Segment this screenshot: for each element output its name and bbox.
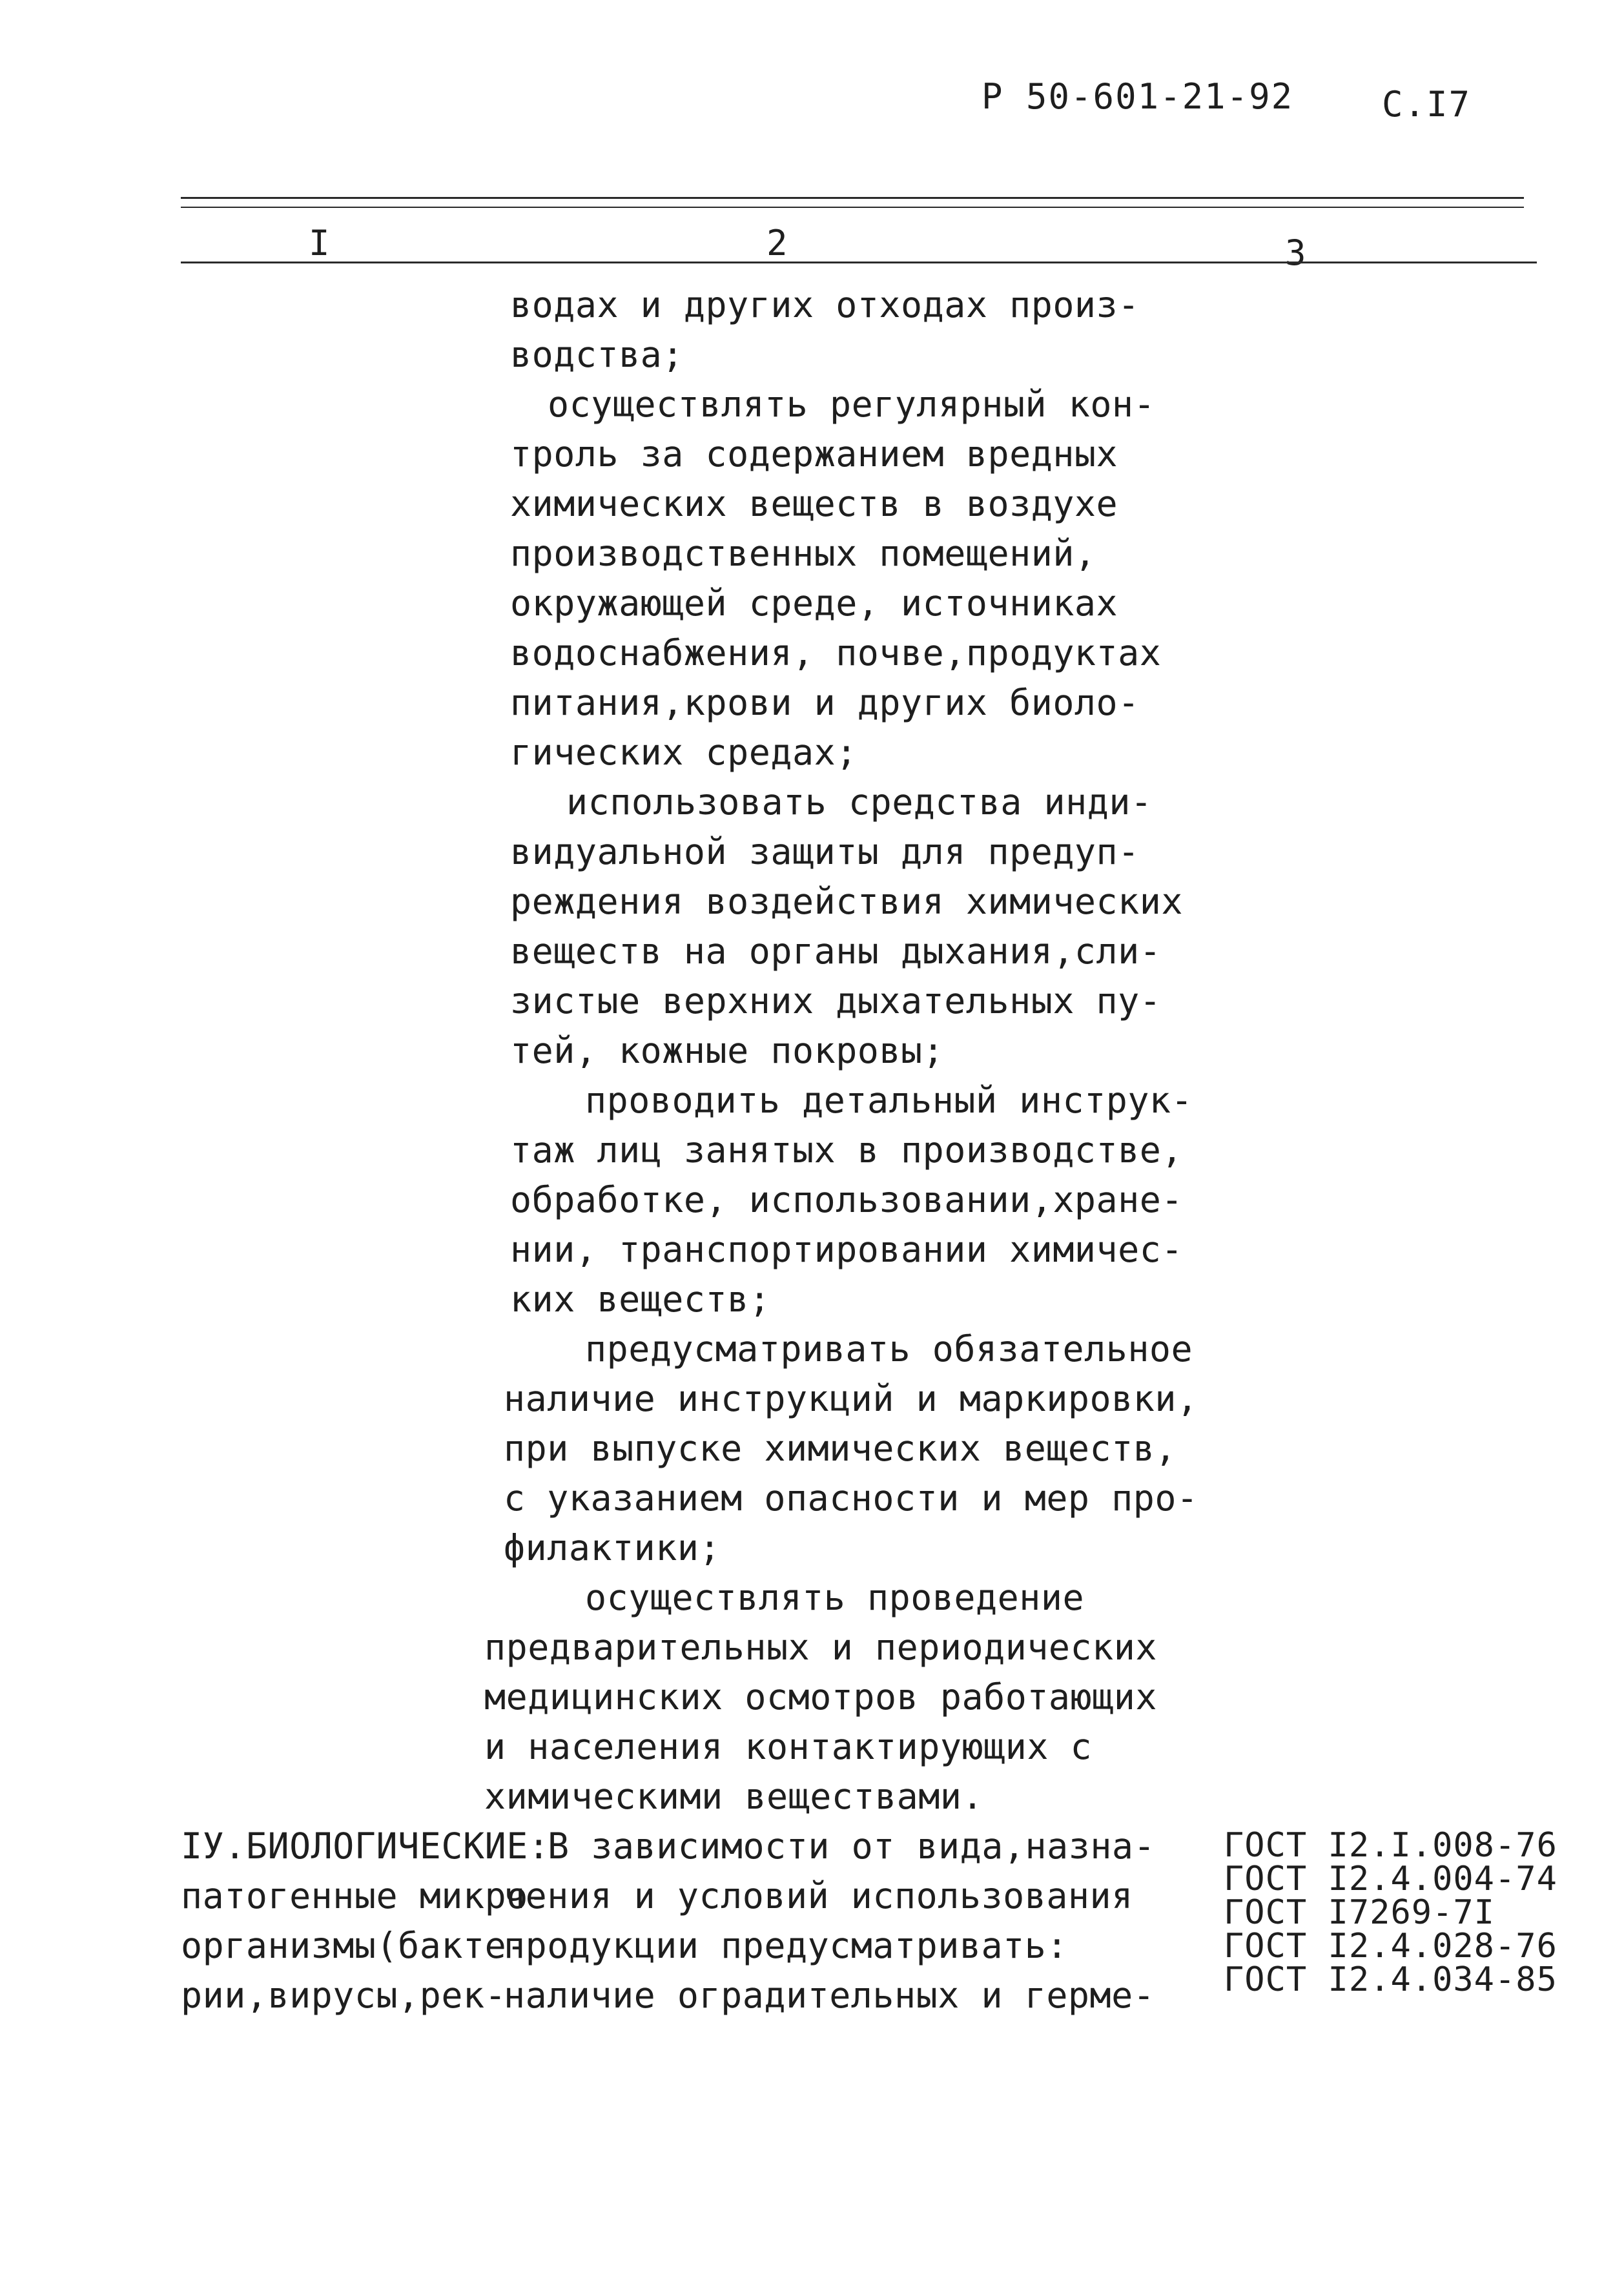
column2-line: осуществлять проведение (585, 1577, 1085, 1618)
column2-line: видуальной защиты для предуп- (510, 831, 1140, 872)
column2-line: троль за содержанием вредных (510, 433, 1118, 475)
gost-reference: ГОСТ I7269-7I (1224, 1893, 1495, 1932)
column2-line: ких веществ; (510, 1279, 771, 1320)
column2-line: проводить детальный инструк- (585, 1080, 1193, 1121)
column2-line: и населения контактирующих с (484, 1726, 1093, 1767)
gost-reference: ГОСТ I2.4.034-85 (1224, 1960, 1557, 1999)
column2-line: использовать средства инди- (566, 781, 1153, 823)
column2-line: наличие инструкций и маркировки, (504, 1378, 1198, 1419)
column2-line: предусматривать обязательное (585, 1328, 1193, 1370)
section4-col2-line: чения и условий использования (504, 1875, 1133, 1916)
column2-line: при выпуске химических веществ, (504, 1428, 1177, 1469)
section4-col1-line: организмы(бакте- (181, 1925, 528, 1966)
column-header-2: 2 (766, 223, 788, 263)
column2-line: окружающей среде, источниках (510, 582, 1118, 624)
column2-line: веществ на органы дыхания,сли- (510, 930, 1162, 972)
column2-line: питания,крови и других биоло- (510, 682, 1140, 723)
column2-line: обработке, использовании,хране- (510, 1179, 1183, 1220)
column2-line: гических средах; (510, 732, 858, 773)
column2-line: химических веществ в воздухе (510, 483, 1118, 524)
gost-reference: ГОСТ I2.4.028-76 (1224, 1927, 1557, 1966)
column2-line: водоснабжения, почве,продуктах (510, 632, 1162, 673)
column2-line: химическими веществами. (484, 1776, 984, 1817)
column2-line: предварительных и периодических (484, 1627, 1157, 1668)
gost-reference: ГОСТ I2.4.004-74 (1224, 1860, 1557, 1898)
column2-line: реждения воздействия химических (510, 881, 1183, 922)
table-top-rule-2 (181, 207, 1524, 208)
column2-line: филактики; (504, 1527, 721, 1568)
table-top-rule (181, 197, 1524, 199)
gost-reference: ГОСТ I2.I.008-76 (1224, 1826, 1557, 1865)
section4-col1-line: рии,вирусы,рек- (181, 1975, 507, 2016)
section4-col2-line: наличие оградительных и герме- (504, 1975, 1155, 2016)
section4-col1-line: IУ.БИОЛОГИЧЕСКИЕ: (181, 1825, 550, 1867)
column2-line: осуществлять регулярный кон- (548, 384, 1156, 425)
column2-line: водах и других отходах произ- (510, 284, 1140, 325)
column2-line: зистые верхних дыхательных пу- (510, 980, 1162, 1022)
document-code: Р 50-601-21-92 (982, 76, 1294, 117)
column2-line: медицинских осмотров работающих (484, 1676, 1157, 1718)
column2-line: с указанием опасности и мер про- (504, 1477, 1198, 1519)
column-header-1: I (309, 223, 330, 263)
section4-col2-line: продукции предусматривать: (504, 1925, 1068, 1966)
column-header-rule (181, 262, 1537, 263)
column2-line: производственных помещений, (510, 533, 1096, 574)
column2-line: водства; (510, 334, 684, 375)
column2-line: таж лиц занятых в производстве, (510, 1129, 1183, 1171)
column2-line: тей, кожные покровы; (510, 1030, 945, 1071)
column2-line: нии, транспортировании химичес- (510, 1229, 1183, 1270)
column-header-3: 3 (1285, 232, 1306, 273)
page-number: С.I7 (1382, 84, 1472, 125)
section4-col1-line: патогенные микро- (181, 1875, 550, 1916)
section4-col2-line: В зависимости от вида,назна- (548, 1825, 1156, 1867)
